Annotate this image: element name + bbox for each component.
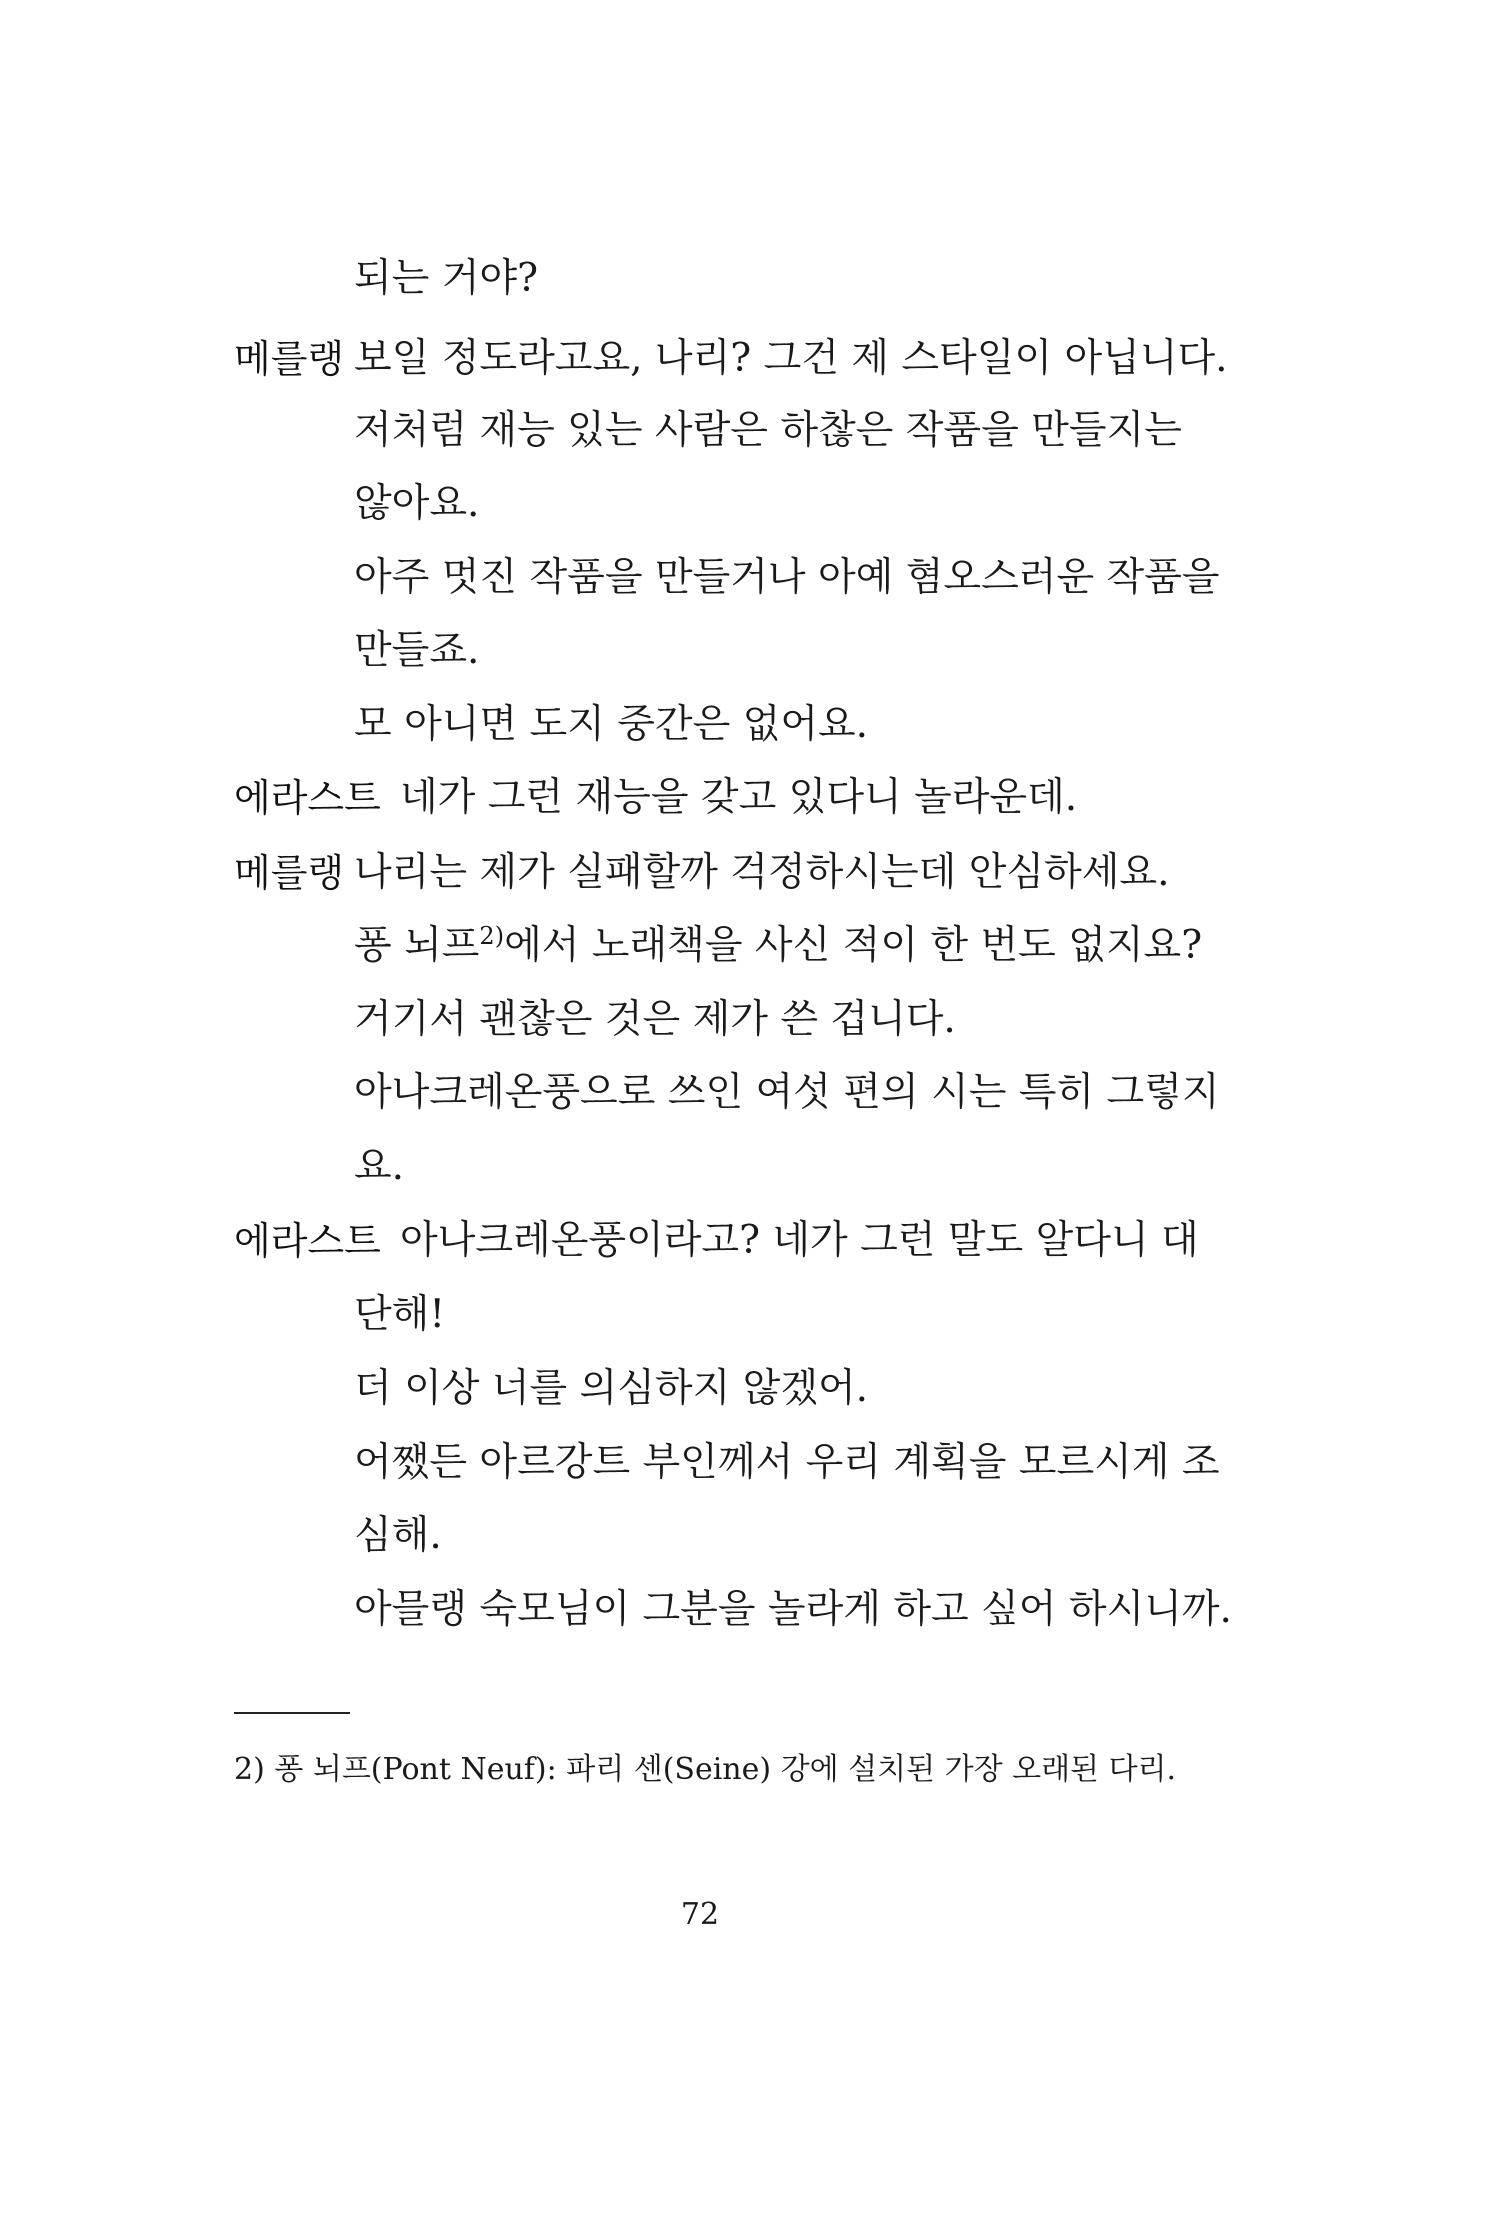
dialogue-line: 저처럼 재능 있는 사람은 하찮은 작품을 만들지는 (354, 408, 1182, 453)
footnote-anchor-text: 퐁 뇌프 (354, 923, 480, 968)
speaker-name: 에라스트 (234, 776, 381, 820)
speaker-name: 에라스트 (234, 1219, 381, 1263)
dialogue-line: 아주 멋진 작품을 만들거나 아예 혐오스러운 작품을 (354, 555, 1220, 600)
dialogue-line: 모 아니면 도지 중간은 없어요. (354, 702, 869, 747)
footnote-text: 2) 퐁 뇌프(Pont Neuf): 파리 센(Seine) 강에 설치된 가장 오래된 다리. (234, 1752, 1177, 1787)
dialogue-line: 심해. (354, 1513, 442, 1558)
dialogue-line: 아나크레온풍이라고? 네가 그런 말도 알다니 대 (400, 1218, 1199, 1263)
dialogue-line: 만들죠. (354, 628, 480, 673)
dialogue-line: 더 이상 너를 의심하지 않겠어. (354, 1366, 869, 1411)
dialogue-line: 요. (354, 1144, 405, 1189)
dialogue-line: 단해! (354, 1292, 446, 1337)
speaker-name: 메를랭 (234, 337, 345, 381)
footnote-reference: 2) (479, 922, 505, 950)
dialogue-line: 보일 정도라고요, 나리? 그건 제 스타일이 아닙니다. (354, 336, 1228, 381)
dialogue-line: 거기서 괜찮은 것은 제가 쓴 겁니다. (354, 997, 956, 1042)
footnote-divider (234, 1712, 350, 1714)
dialogue-line: 아나크레온풍으로 쓰인 여섯 편의 시는 특히 그렇지 (354, 1070, 1220, 1115)
dialogue-line: 되는 거야? (354, 256, 539, 301)
dialogue-line: 않아요. (354, 481, 480, 526)
speaker-name: 메를랭 (234, 851, 345, 895)
dialogue-line-with-footnote (354, 921, 1202, 971)
dialogue-line: 아믈랭 숙모님이 그분을 놀라게 하고 싶어 하시니까. (354, 1587, 1232, 1632)
dialogue-line: 어쨌든 아르강트 부인께서 우리 계획을 모르시게 조 (354, 1440, 1220, 1485)
dialogue-line: 네가 그런 재능을 갖고 있다니 놀라운데. (400, 775, 1078, 820)
page-number: 72 (680, 1897, 720, 1932)
dialogue-line: 나리는 제가 실패할까 걱정하시는데 안심하세요. (354, 850, 1170, 895)
dialogue-line-rest: 에서 노래책을 사신 적이 한 번도 없지요? (504, 923, 1203, 968)
